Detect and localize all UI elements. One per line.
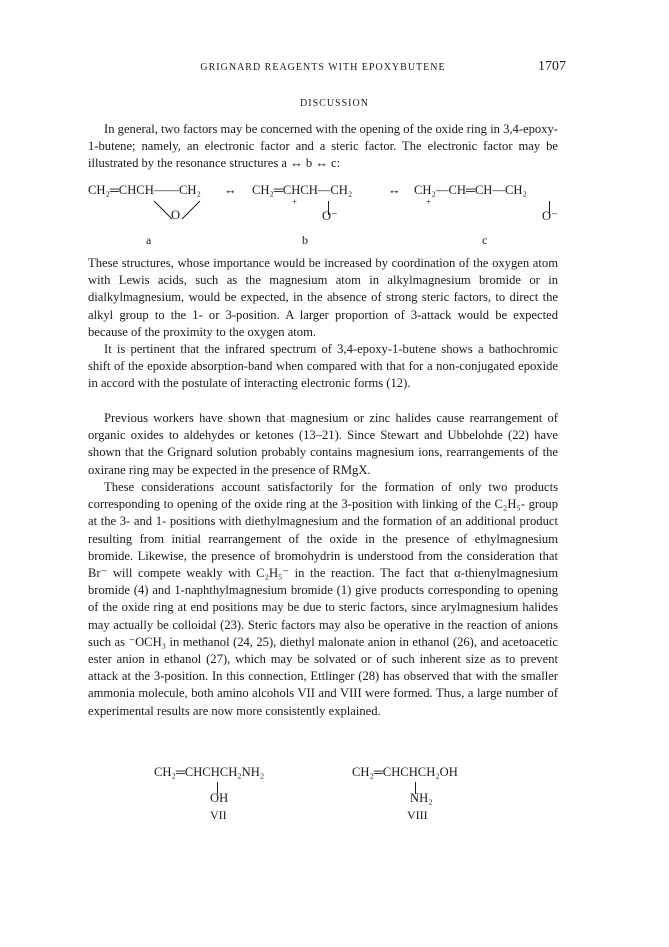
paragraph-2: These structures, whose importance would be increased by coordination of the oxygen atom with Lewis acids, such as the magnesium atom in alkylmagnesium bromide or in dialkylmagnesium, would be expected, in the absence of strong steric factors, to direct the alkyl group to the 1- or 3-position. A larger proportion of 3-attack would be expected because of the proximity to the oxygen atom.: [88, 256, 558, 339]
structure-b-charge: +: [292, 197, 298, 207]
structure-a-oxygen: O: [171, 208, 181, 222]
paragraph-3: It is pertinent that the infrared spectrum of 3,4-epoxy-1-butene shows a bathochromic shift of the epoxide absorption-band when compared with that for a non-conjugated epoxide in accord with the postulate of interacting electronic forms (12).: [88, 342, 558, 391]
paragraph-1: In general, two factors may be concerned with the opening of the oxide ring in 3,4-epoxy-1-butene; namely, an electronic factor and a steric factor. The electronic factor may be illustrated by the resonance structures a ↔ b ↔ c:: [88, 122, 558, 171]
paragraph-5: These considerations account satisfactorily for the formation of only two products corresponding to opening of the oxide ring at the 3-position with linking of the C₂H₅- group at the 3- and 1- positions with diethylmagnesium and the formation of an additional product resulting from initial rearrangement of the oxide in the presence of ethylmagnesium bromide. Likewise, the presence of bromohydrin is understood from the consideration that Br⁻ will compete weakly with C₂H₅⁻ in the reaction. The fact that α-thienylmagnesium bromide (4) and 1-naphthylmagnesium bromide (1) give products corresponding to opening of the oxide ring at end positions may be due to steric factors, since arylmagnesium halides may actually be colloidal (23). Steric factors may also be operative in the reaction of anions such as ⁻OCH₃ in methanol (24, 25), diethyl malonate anion in ethanol (26), and acetoacetic ester anion in ethanol (27), which may be solvated or of such inherent size as to prevent attack at the 3-position. In this connection, Ettlinger (28) has observed that with the smaller ammonia molecule, both amino alcohols VII and VIII were formed. Thus, a large number of experimental results are now more consistently explained.: [88, 480, 558, 718]
section-heading: DISCUSSION: [300, 98, 369, 109]
compound-vii-substituent: OH: [210, 791, 229, 805]
structure-c-formula: CH₂—CH═CH—CH₂: [414, 183, 527, 197]
structure-c-oxygen: O⁻: [542, 209, 558, 223]
compound-vii-formula: CH₂═CHCHCH₂NH₂: [154, 765, 265, 779]
compound-viii-label: VIII: [407, 808, 428, 822]
page-number: 1707: [538, 59, 566, 74]
resonance-arrow-1: ↔: [224, 183, 237, 197]
structure-c-charge: +: [426, 197, 432, 207]
structure-c-label: c: [482, 233, 488, 247]
structure-b-oxygen: O⁻: [322, 209, 338, 223]
running-title: GRIGNARD REAGENTS WITH EPOXYBUTENE: [200, 62, 446, 73]
page-header: [88, 59, 566, 80]
resonance-arrow-2: ↔: [388, 183, 401, 197]
structure-a-label: a: [146, 233, 152, 247]
compound-viii-formula: CH₂═CHCHCH₂OH: [352, 765, 458, 779]
compound-vii-label: VII: [210, 808, 227, 822]
structure-b-label: b: [302, 233, 308, 247]
structure-a-formula: CH₂═CHCH——CH₂: [88, 183, 201, 197]
compound-viii-substituent: NH₂: [410, 791, 433, 805]
structure-b-formula: CH₂═CHCH—CH₂: [252, 183, 353, 197]
paragraph-4: Previous workers have shown that magnesium or zinc halides cause rearrangement of organic oxides to aldehydes or ketones (13–21). Since Stewart and Ubbelohde (22) have shown that the Grignard solution probably contains magnesium ions, rearrangements of the oxirane ring may be expected in the presence of RMgX.: [88, 411, 558, 477]
